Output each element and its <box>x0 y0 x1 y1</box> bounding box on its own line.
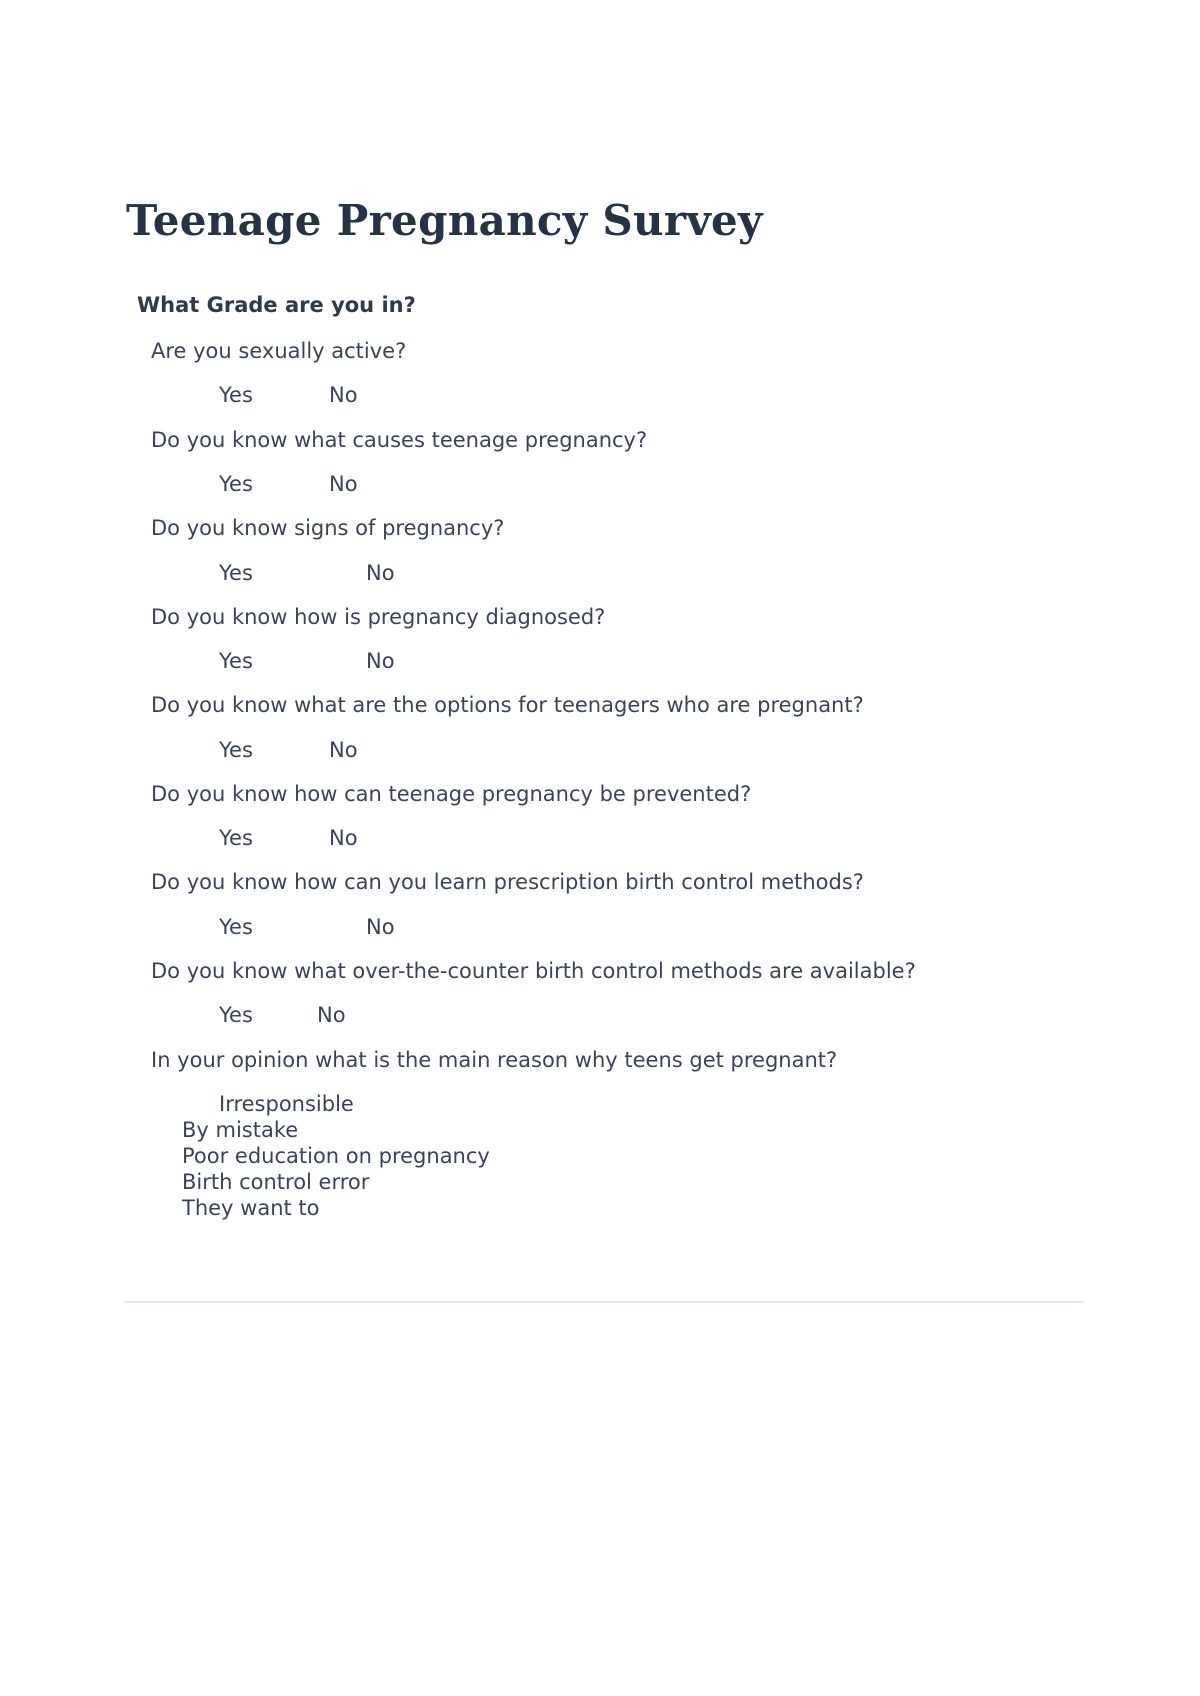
question-sexually-active: Are you sexually active? <box>151 339 407 363</box>
option-no[interactable]: No <box>366 915 395 939</box>
question-otc: Do you know what over-the-counter birth control methods are available? <box>151 959 916 983</box>
option-yes[interactable]: Yes <box>219 383 253 407</box>
option-poor-education[interactable]: Poor education on pregnancy <box>182 1144 490 1168</box>
divider <box>124 1301 1084 1303</box>
option-no[interactable]: No <box>329 383 358 407</box>
option-no[interactable]: No <box>366 649 395 673</box>
question-causes: Do you know what causes teenage pregnancy? <box>151 428 648 452</box>
option-no[interactable]: No <box>317 1003 346 1027</box>
question-options: Do you know what are the options for teenagers who are pregnant? <box>151 693 864 717</box>
option-no[interactable]: No <box>366 561 395 585</box>
option-yes[interactable]: Yes <box>219 915 253 939</box>
option-yes[interactable]: Yes <box>219 826 253 850</box>
question-signs: Do you know signs of pregnancy? <box>151 516 505 540</box>
question-diagnosed: Do you know how is pregnancy diagnosed? <box>151 605 606 629</box>
option-yes[interactable]: Yes <box>219 738 253 762</box>
option-yes[interactable]: Yes <box>219 649 253 673</box>
option-birth-control-error[interactable]: Birth control error <box>182 1170 370 1194</box>
question-prescription: Do you know how can you learn prescription birth control methods? <box>151 870 864 894</box>
option-they-want-to[interactable]: They want to <box>182 1196 320 1220</box>
option-irresponsible[interactable]: Irresponsible <box>219 1092 354 1116</box>
page-title: Teenage Pregnancy Survey <box>126 196 763 245</box>
question-prevented: Do you know how can teenage pregnancy be prevented? <box>151 782 752 806</box>
grade-question: What Grade are you in? <box>137 293 416 317</box>
option-yes[interactable]: Yes <box>219 1003 253 1027</box>
question-main-reason: In your opinion what is the main reason why teens get pregnant? <box>151 1048 838 1072</box>
option-no[interactable]: No <box>329 738 358 762</box>
option-by-mistake[interactable]: By mistake <box>182 1118 299 1142</box>
option-no[interactable]: No <box>329 472 358 496</box>
option-yes[interactable]: Yes <box>219 561 253 585</box>
option-no[interactable]: No <box>329 826 358 850</box>
option-yes[interactable]: Yes <box>219 472 253 496</box>
